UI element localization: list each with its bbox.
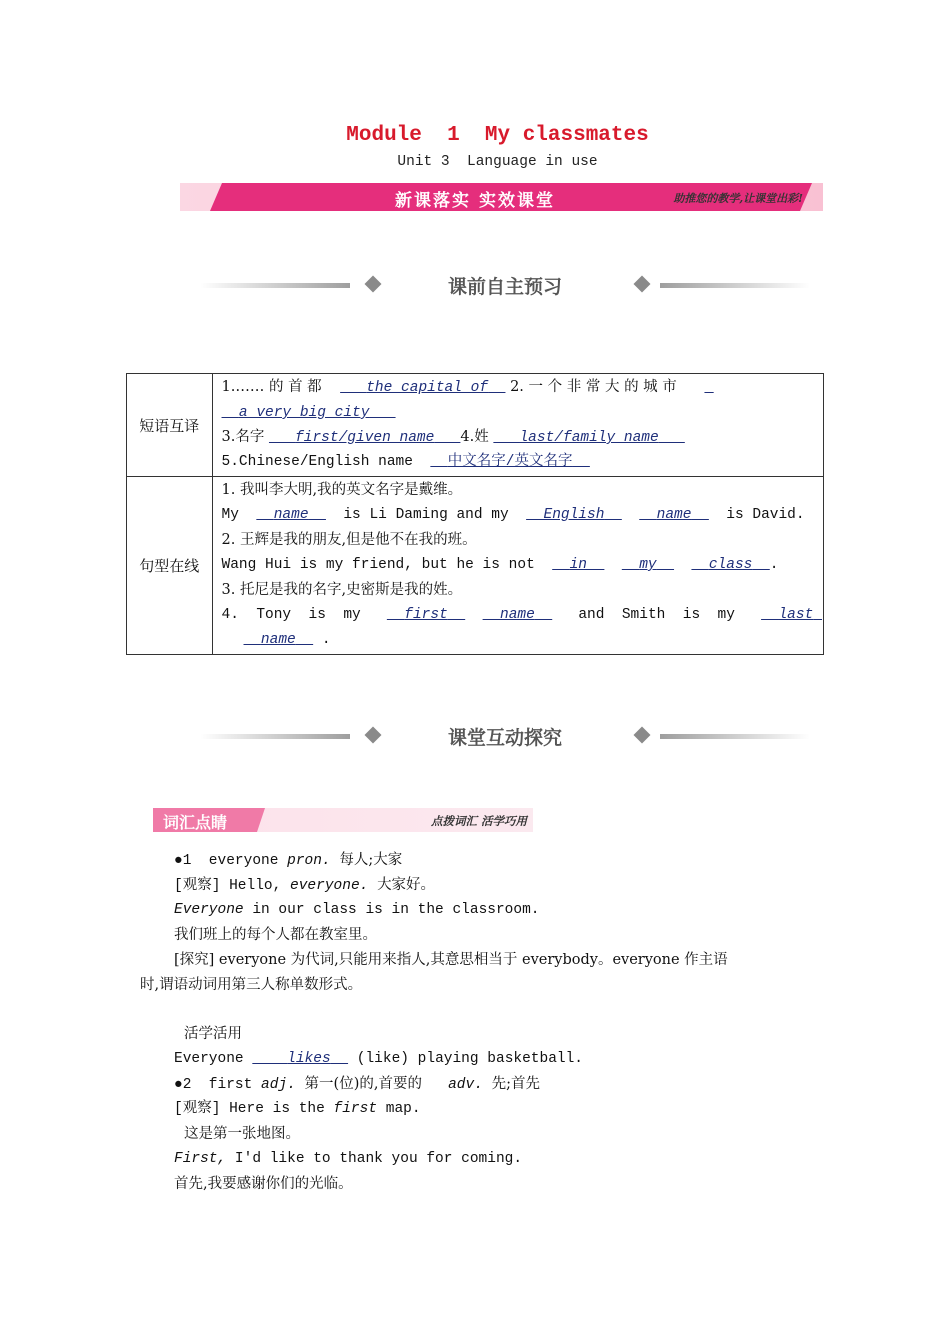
table-line [214,400,822,425]
answer-blank: last/family name [519,430,659,446]
answer-blank: last [778,607,814,623]
answer-blank: first [404,607,448,623]
vocab-content [140,848,820,1197]
answer-blank: name [656,507,692,523]
table-line: 1. 我叫李大明,我的英文名字是戴维。 [221,482,463,498]
practice-title: 活学活用 [184,1026,242,1042]
row-content [212,374,823,477]
answer-blank: name [500,607,535,623]
example-translation: 我们班上的每个人都在教室里。 [174,927,377,943]
table-line: My name is Li Daming and my English name is David. [221,507,805,523]
diamond-icon [365,727,382,744]
table-line: 2. 王辉是我的朋友,但是他不在我的班。 [221,532,477,548]
vocab-tag: 词汇点睛 [163,813,228,832]
table-line: 1.…… 的 首 都 the capital of 2. 一 个 非 常 大 的 城 市 [221,379,677,396]
page-subtitle: Unit 3 Language in use [397,154,598,170]
section-heading-classroom [200,721,810,751]
entry-heading: ●2 first adj. 第一(位)的,首要的 adv. 先;首先 [174,1076,540,1093]
diamond-icon [634,276,651,293]
table-line: 3. 托尼是我的名字,史密斯是我的姓。 [221,582,463,598]
example-line: First, I'd like to thank you for coming. [174,1151,523,1167]
answer-blank: a very big city [238,405,370,421]
explore-text: [探究] everyone 为代词,只能用来指人,其意思相当于 everybody。everyone 作主语 [174,952,728,968]
practice-line: Everyone likes (like) playing basketball. [174,1051,584,1067]
table-line: name . [214,628,822,653]
section-heading-preview [200,270,810,300]
table-line: Wang Hui is my friend, but he is not in my class . [221,557,779,573]
page-title: Module 1 My classmates [346,124,649,147]
row-label: 句型在线 [127,477,213,655]
example-line: [观察] Hello, everyone. 大家好。 [174,877,436,894]
section-title: 课前自主预习 [447,276,562,298]
answer-blank: likes [287,1051,331,1067]
answer-blank: class [708,557,753,573]
answer-blank: my [639,557,657,573]
answer-blank: name [260,632,296,648]
answer-blank: English [543,507,605,523]
table-line: 5.Chinese/English name 中文名字/英文名字 [214,450,822,475]
lesson-banner [180,183,823,211]
section-title: 课堂互动探究 [447,727,562,749]
answer-blank: 中文名字/英文名字 [447,454,573,470]
example-translation: 这是第一张地图。 [184,1126,300,1142]
example-line: Everyone in our class is in the classroom. [174,902,540,918]
row-label: 短语互译 [127,374,213,477]
answer-blank: name [273,507,309,523]
entry-heading: ●1 everyone pron. 每人;大家 [174,852,403,869]
table-line: 4. Tony is my first name and Smith is my last [214,603,822,628]
diamond-icon [365,276,382,293]
diamond-icon [634,727,651,744]
example-translation: 首先,我要感谢你们的光临。 [174,1176,353,1192]
answer-blank: the capital of [366,380,489,396]
vocab-slogan: 点拨词汇 活学巧用 [430,814,527,828]
table-row [127,374,824,477]
banner-main-text: 新课落实 实效课堂 [395,191,555,211]
row-content [212,477,823,655]
answer-blank: in [569,557,587,573]
answer-blank: first/given name [295,430,435,446]
vocab-banner [153,808,533,832]
example-line: [观察] Here is the first map. [174,1101,421,1117]
preview-exercise-table [126,373,824,655]
banner-slogan: 助推您的教学,让课堂出彩! [673,192,803,205]
table-row [127,477,824,655]
table-line: 3.名字 first/given name 4.姓 last/family name [214,425,822,450]
explore-text: 时,谓语动词用第三人称单数形式。 [140,977,363,993]
